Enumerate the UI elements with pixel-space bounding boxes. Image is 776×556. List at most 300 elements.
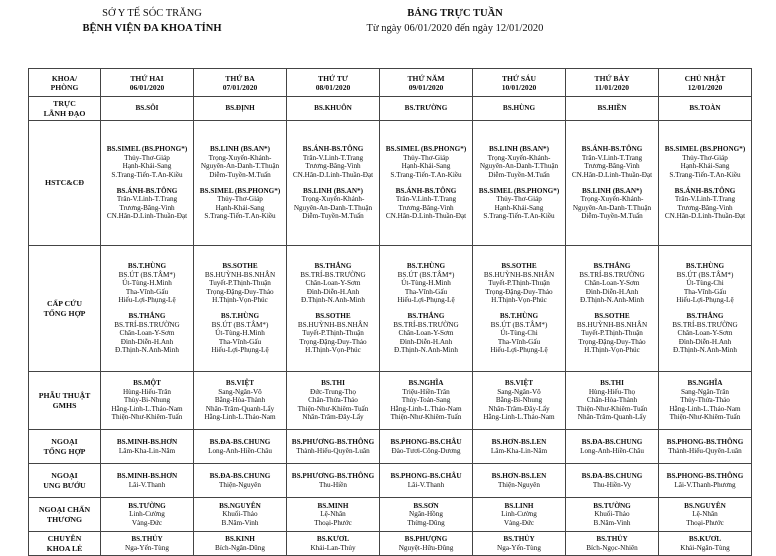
staff-names: Lệ-Nhân (320, 510, 346, 519)
lead-doctor: BS.TƯỜNG (593, 501, 631, 510)
staff-names: S.Trang-Tiến-T.An-Kiều (483, 212, 555, 221)
duty-team-block (101, 310, 193, 357)
duty-cell (380, 498, 473, 532)
duty-team-block (566, 260, 658, 307)
duty-team-block (194, 102, 286, 115)
staff-names: Đình-Diễn-H.Anh (306, 287, 360, 296)
table-row (29, 430, 752, 464)
staff-names: Nguyên-An-Danh-T.Thuận (572, 203, 652, 212)
duty-team-block (659, 260, 751, 307)
lead-doctor: BS.ĐA-BS.CHUNG (209, 437, 271, 446)
day-header-tue (194, 69, 287, 97)
lead-doctor: BS.NGUYÊN (684, 501, 726, 510)
staff-names: Trân-V.Linh-T.Trang (116, 195, 178, 204)
staff-names: Tha-Vĩnh-Gấu (125, 287, 169, 296)
staff-names: Hạnh-Khải-Sang (122, 162, 172, 171)
lead-doctor: BS.SIMEL (BS.PHONG*) (106, 145, 188, 154)
duty-team-block (287, 436, 379, 457)
department-label-line: UNG BƯỚU (43, 480, 86, 490)
duty-cell (659, 498, 752, 532)
day-header-sat (566, 69, 659, 97)
duty-team-block (287, 310, 379, 357)
corner-label-line: KHOA/ (51, 73, 78, 83)
lead-doctor: BS.T.HÙNG (685, 262, 725, 271)
duty-cell (101, 121, 194, 246)
staff-names: Hiếu-Lợi-Phụng-Lệ (118, 296, 176, 305)
staff-names: Hạnh-Khải-Sang (401, 162, 451, 171)
staff-names: Thiện-Nguyên (219, 480, 261, 489)
duty-cell (380, 121, 473, 246)
duty-team-block (473, 260, 565, 307)
staff-names: Tha-Vĩnh-Gấu (683, 287, 727, 296)
document-header-left (52, 6, 252, 36)
staff-names: Hạnh-Khải-Sang (215, 203, 265, 212)
staff-names: Út-Tùng-Chi (686, 279, 724, 288)
staff-names: Trương-Băng-Vinh (305, 162, 361, 171)
staff-names: Tuyết-P.Thịnh-Thuận (488, 279, 550, 288)
duty-team-block (380, 377, 472, 424)
department-cell (29, 246, 101, 372)
staff-names: Lãi-V.Thanh (407, 480, 445, 489)
duty-cell (659, 121, 752, 246)
department-label-line: CHUYÊN (47, 533, 82, 543)
duty-cell (287, 121, 380, 246)
staff-names: Triệu-Hiền-Trân (402, 387, 450, 396)
staff-names: Khải-Ngân-Tùng (680, 543, 730, 552)
staff-names: Trương-Băng-Vinh (398, 203, 454, 212)
duty-team-block (101, 143, 193, 181)
lead-doctor: BS.NGHĨA (687, 379, 723, 388)
staff-names: Trân-V.Linh-T.Trang (395, 195, 457, 204)
duty-cell (101, 246, 194, 372)
document-period: Từ ngày 06/01/2020 đến ngày 12/01/2020 (366, 23, 544, 34)
staff-names: Thủy-Thơ-Giáp (682, 153, 728, 162)
lead-doctor: BS.THỦY (596, 534, 628, 543)
staff-names: Đ.Thịnh-N.Anh-Minh (673, 346, 737, 355)
staff-names: Trọng-Xuyến-Khánh- (580, 195, 644, 204)
staff-names: Thiện-Như-Khiêm-Tuấn (390, 413, 462, 422)
duty-cell (101, 464, 194, 498)
staff-names: Đào-Tươi-Công-Dương (391, 446, 461, 455)
staff-names: H.Thịnh-Vọn-Phúc (584, 346, 640, 355)
lead-doctor: BS.HƠN-BS.LEN (491, 437, 547, 446)
staff-names: CN.Hân-D.Linh-Thuần-Đạt (106, 212, 188, 221)
duty-team-block (380, 470, 472, 491)
staff-names: CN.Hân-D.Linh-Thuần-Đạt (292, 170, 374, 179)
lead-doctor: BS.ÁNH-BS.TÔNG (581, 145, 643, 154)
staff-names: BS.TRÍ-BS.TRƯỜNG (114, 320, 180, 329)
day-date: 07/01/2020 (222, 82, 258, 92)
staff-names: Thùy-Bi-Nhung (123, 396, 171, 405)
staff-names: Hạnh-Khải-Sang (494, 203, 544, 212)
staff-names: Tuyết-P.Thịnh-Thuận (302, 329, 364, 338)
staff-names: Trân-V.Linh-T.Trang (674, 195, 736, 204)
staff-names: Thủy-Thơ-Giáp (217, 195, 263, 204)
duty-team-block (659, 377, 751, 424)
staff-names: BS.TRÍ-BS.TRƯỜNG (672, 320, 738, 329)
staff-names: Đình-Diễn-H.Anh (678, 337, 732, 346)
duty-team-block (287, 143, 379, 181)
staff-names: Tha-Vĩnh-Gấu (218, 337, 262, 346)
duty-team-block (380, 143, 472, 181)
staff-names: Thủy-Thơ-Giáp (496, 195, 542, 204)
department-cell (29, 430, 101, 464)
duty-cell (287, 498, 380, 532)
duty-team-block (287, 260, 379, 307)
department-label-line: LÃNH ĐẠO (43, 108, 86, 118)
staff-names: Diễm-Tuyền-M.Tuấn (488, 170, 550, 179)
lead-doctor: BS.SOTHE (594, 312, 630, 320)
staff-names: Út-Tùng-H.Minh (215, 329, 265, 338)
duty-cell (473, 121, 566, 246)
staff-names: Trọng-Đặng-Duy-Thảo (206, 287, 274, 296)
lead-doctor: BS.MINH (317, 501, 349, 510)
staff-names: BS.ÚT (BS.TÂM*) (211, 320, 269, 329)
staff-names: S.Trang-Tiến-T.An-Kiều (111, 170, 183, 179)
lead-doctor: BS.THẮNG (128, 312, 166, 320)
duty-team-block (194, 470, 286, 491)
staff-names: Thu-Hiền (319, 480, 347, 489)
day-header-thu (380, 69, 473, 97)
lead-doctor: BS.LINH (BS.AN*) (302, 186, 364, 195)
staff-names: Lãi-V.Thanh-Phương (674, 480, 736, 489)
department-cell (29, 121, 101, 246)
lead-doctor: BS.SIMEL (BS.PHONG*) (385, 145, 467, 154)
staff-names: S.Trang-Tiến-T.An-Kiều (669, 170, 741, 179)
lead-doctor: BS.T.HÙNG (220, 312, 260, 320)
lead-doctor: BS.ÁNH-BS.TÔNG (674, 186, 736, 195)
staff-names: Nguyệt-Hữu-Đũng (398, 543, 454, 552)
duty-team-block (380, 260, 472, 307)
staff-names: Hiếu-Lợi-Phụng-Lệ (397, 296, 455, 305)
staff-names: Thiện-Như-Khiêm-Tuấn (111, 413, 183, 422)
department-label-line: NGOẠI (51, 436, 78, 446)
duty-team-block (659, 310, 751, 357)
duty-team-block (101, 470, 193, 491)
staff-names: Diễm-Tuyền-M.Tuấn (209, 170, 271, 179)
duty-team-block (566, 102, 658, 115)
staff-names: Ngân-Hồng (409, 510, 443, 519)
lead-doctor: BS.LINH (BS.AN*) (209, 145, 271, 154)
duty-team-block (287, 185, 379, 223)
duty-cell (101, 97, 194, 121)
lead-doctor: BS.LINH (BS.AN*) (581, 186, 643, 195)
table-row (29, 97, 752, 121)
staff-names: Thủy-Thơ-Giáp (124, 153, 170, 162)
staff-names: Khuối-Thảo (222, 510, 258, 519)
duty-team-block (473, 102, 565, 115)
duty-team-block (566, 185, 658, 223)
lead-doctor: BS.MỘT (133, 379, 161, 388)
staff-names: Chân-Loan-Y-Sơm (398, 329, 454, 338)
lead-doctor: BS.TƯỜNG (128, 501, 166, 510)
staff-names: Chân-Loan-Y-Sơm (305, 279, 361, 288)
staff-names: Trân-V.Linh-T.Trang (302, 153, 364, 162)
duty-cell (566, 97, 659, 121)
staff-names: Hạnh-Khải-Sang (680, 162, 730, 171)
staff-names: Nguyên-An-Danh-T.Thuận (200, 162, 280, 171)
lead-doctor: BS.VIỆT (504, 379, 534, 388)
duty-team-block (287, 500, 379, 530)
lead-doctor: BS.TRƯỜNG (404, 104, 448, 113)
duty-cell (101, 498, 194, 532)
staff-names: Linh-Cường (129, 510, 165, 519)
staff-names: BS.ÚT (BS.TÂM*) (397, 270, 455, 279)
duty-team-block (566, 377, 658, 424)
duty-cell (287, 97, 380, 121)
department-label-line: KHOA LẺ (46, 543, 83, 553)
staff-names: H.Thịnh-Vọn-Phúc (305, 346, 361, 355)
department-label-line: NGOẠI CHẤN (38, 504, 91, 514)
lead-doctor: BS.LINH (504, 501, 534, 510)
day-header-wed (287, 69, 380, 97)
lead-doctor: BS.SOTHE (501, 262, 537, 271)
duty-team-block (659, 500, 751, 530)
lead-doctor: BS.PHONG-BS.CHÂU (390, 471, 462, 480)
day-date: 08/01/2020 (315, 82, 351, 92)
staff-names: BS.ÚT (BS.TÂM*) (490, 320, 548, 329)
staff-names: Hùng-Hiếu-Thọ (588, 387, 636, 396)
staff-names: Thủy-Thơ-Giáp (403, 153, 449, 162)
lead-doctor: BS.THẮNG (686, 312, 724, 320)
staff-names: Trọng-Đặng-Duy-Thảo (299, 337, 367, 346)
lead-doctor: BS.LINH (BS.AN*) (488, 145, 550, 154)
lead-doctor: BS.HÙNG (502, 104, 536, 113)
staff-names: Lãi-V.Thanh (128, 480, 166, 489)
lead-doctor: BS.SOTHE (222, 262, 258, 271)
staff-names: Bằng-Bi-Nhung (495, 396, 543, 405)
duty-team-block (566, 470, 658, 491)
day-header-mon (101, 69, 194, 97)
lead-doctor: BS.THI (321, 379, 345, 388)
duty-cell (473, 97, 566, 121)
staff-names: Long-Anh-Hiền-Châu (580, 446, 644, 455)
lead-doctor: BS.PHONG-BS.THÔNG (666, 471, 744, 480)
duty-team-block (566, 500, 658, 530)
day-date: 06/01/2020 (129, 82, 165, 92)
document-title: BẢNG TRỰC TUẦN (407, 8, 503, 19)
lead-doctor: BS.KHUÔN (314, 104, 352, 113)
duty-team-block (659, 436, 751, 457)
lead-doctor: BS.T.HÙNG (499, 312, 539, 320)
staff-names: Nhân-Trâm-Đây-Lẩy (302, 413, 364, 422)
department-label-line: TRỰC (53, 98, 76, 108)
duty-team-block (566, 310, 658, 357)
department-label-line: TỔNG HỢP (43, 446, 86, 456)
staff-names: Đình-Diễn-H.Anh (399, 337, 453, 346)
staff-names: Chân-Thửa-Thảo (308, 396, 358, 405)
duty-cell (287, 430, 380, 464)
duty-cell (566, 121, 659, 246)
duty-team-block (194, 260, 286, 307)
day-date: 10/01/2020 (501, 82, 537, 92)
table-row (29, 372, 752, 430)
staff-names: Nguyên-An-Danh-T.Thuận (479, 162, 559, 171)
staff-names: H.Thịnh-Vọn-Phúc (491, 296, 547, 305)
staff-names: Trọng-Xuyến-Khánh- (487, 153, 551, 162)
day-name: THỨ BẢY (594, 73, 630, 83)
duty-cell (194, 246, 287, 372)
duty-cell (473, 430, 566, 464)
duty-cell (194, 97, 287, 121)
duty-cell (287, 464, 380, 498)
duty-cell (194, 121, 287, 246)
staff-names: Hùng-Hiếu-Trân (122, 387, 172, 396)
duty-cell (659, 97, 752, 121)
duty-cell (473, 464, 566, 498)
staff-names: Trọng-Xuyến-Khánh- (301, 195, 365, 204)
staff-names: BS.HUỲNH-BS.NHÂN (483, 270, 555, 279)
table-header-row (29, 69, 752, 97)
duty-cell (659, 246, 752, 372)
lead-doctor: BS.THẮNG (593, 262, 631, 271)
duty-team-block (380, 436, 472, 457)
duty-team-block (101, 500, 193, 530)
staff-names: Hiếu-Lợi-Phụng-Lệ (676, 296, 734, 305)
staff-names: Thiện-Nguyên (498, 480, 540, 489)
staff-names: BS.TRÍ-BS.TRƯỜNG (300, 270, 366, 279)
staff-names: B.Năm-Vinh (593, 518, 631, 527)
duty-cell (194, 498, 287, 532)
duty-cell (473, 498, 566, 532)
staff-names: Diễm-Tuyền-M.Tuấn (581, 212, 643, 221)
duty-cell (380, 372, 473, 430)
staff-names: Trọng-Xuyến-Khánh- (208, 153, 272, 162)
lead-doctor: BS.ÁNH-BS.TÔNG (395, 186, 457, 195)
staff-names: S.Trang-Tiến-T.An-Kiều (204, 212, 276, 221)
staff-names: Đ.Thịnh-N.Anh-Minh (115, 346, 179, 355)
day-date: 12/01/2020 (687, 82, 723, 92)
duty-team-block (380, 310, 472, 357)
duty-cell (566, 464, 659, 498)
duty-cell (101, 430, 194, 464)
day-header-fri (473, 69, 566, 97)
staff-names: Trọng-Đặng-Duy-Thảo (578, 337, 646, 346)
lead-doctor: BS.SÔI (135, 104, 159, 113)
staff-names: Thiện-Như-Khiêm-Tuấn (297, 404, 369, 413)
staff-names: Thoại-Phước (686, 518, 724, 527)
staff-names: Nga-Yến-Tùng (497, 543, 541, 552)
lead-doctor: BS.NGUYÊN (219, 501, 261, 510)
lead-doctor: BS.NGHĨA (408, 379, 444, 388)
staff-names: Nga-Yến-Tùng (125, 543, 169, 552)
table-row (29, 246, 752, 372)
staff-names: Nguyên-An-Danh-T.Thuận (293, 203, 373, 212)
lead-doctor: BS.TOÀN (689, 104, 721, 113)
lead-doctor: BS.KƯƠL (316, 534, 350, 543)
duty-cell (287, 372, 380, 430)
duty-team-block (287, 470, 379, 491)
duty-team-block (659, 102, 751, 115)
duty-team-block (194, 185, 286, 223)
department-label-line: TỔNG HỢP (43, 308, 86, 318)
duty-team-block (473, 470, 565, 491)
staff-names: Lâm-Kha-Lin-Năm (118, 446, 176, 455)
day-date: 09/01/2020 (408, 82, 444, 92)
lead-doctor: BS.MINH-BS.HƠN (116, 471, 178, 480)
lead-doctor: BS.ĐA-BS.CHUNG (581, 471, 643, 480)
lead-doctor: BS.THỦY (503, 534, 535, 543)
staff-names: Thoại-Phước (314, 518, 352, 527)
staff-names: Bích-Ngọc-Nhiên (586, 543, 638, 552)
duty-team-block (287, 102, 379, 115)
staff-names: Thu-Hiền-Vy (592, 480, 632, 489)
lead-doctor: BS.T.HÙNG (406, 262, 446, 271)
day-name: THỨ SÁU (501, 73, 537, 83)
lead-doctor: BS.PHƯƠNG-BS.THÔNG (291, 471, 375, 480)
day-date: 11/01/2020 (594, 82, 630, 92)
staff-names: Chân-Hòa-Thành (586, 396, 638, 405)
staff-names: Chân-Loan-Y-Sơm (584, 279, 640, 288)
staff-names: Trân-V.Linh-T.Trang (581, 153, 643, 162)
lead-doctor: BS.PHONG-BS.CHÂU (390, 437, 462, 446)
day-name: THỨ TƯ (318, 73, 348, 83)
staff-names: Tha-Vĩnh-Gấu (497, 337, 541, 346)
duty-cell (380, 464, 473, 498)
day-header-sun (659, 69, 752, 97)
duty-team-block (101, 377, 193, 424)
duty-cell (194, 430, 287, 464)
duty-team-block (473, 436, 565, 457)
staff-names: Út-Tùng-H.Minh (401, 279, 451, 288)
lead-doctor: BS.MINH-BS.HƠN (116, 437, 178, 446)
staff-names: Đức-Trung-Thọ (310, 387, 356, 396)
staff-names: Hằng-Linh-L.Thảo-Nam (204, 413, 276, 422)
staff-names: Trọng-Đặng-Duy-Thảo (485, 287, 553, 296)
staff-names: Bích-Ngân-Dũng (215, 543, 265, 552)
duty-team-block (101, 260, 193, 307)
corner-header (29, 69, 101, 97)
duty-team-block (473, 143, 565, 181)
staff-names: Tha-Vĩnh-Gấu (404, 287, 448, 296)
department-cell (29, 498, 101, 532)
duty-cell (659, 430, 752, 464)
staff-names: Sang-Ngân-Võ (218, 387, 262, 396)
duty-team-block (566, 143, 658, 181)
day-name: THỨ NĂM (407, 73, 445, 83)
lead-doctor: BS.SIMEL (BS.PHONG*) (478, 186, 560, 195)
staff-names: Trương-Băng-Vinh (677, 203, 733, 212)
duty-team-block (101, 436, 193, 457)
staff-names: S.Trang-Tiến-T.An-Kiều (390, 170, 462, 179)
staff-names: Hằng-Linh-L.Thảo-Nam (111, 404, 183, 413)
duty-team-block (566, 436, 658, 457)
staff-names: Thành-Hiếu-Quyên-Luân (296, 446, 370, 455)
department-label-line: HSTC&CĐ (45, 178, 84, 187)
staff-names: BS.ÚT (BS.TÂM*) (676, 270, 734, 279)
staff-names: Thiện-Như-Khiêm-Tuấn (669, 413, 741, 422)
duty-cell (194, 464, 287, 498)
duty-team-block (659, 143, 751, 181)
staff-names: Lâm-Kha-Lin-Năm (490, 446, 548, 455)
staff-names: Vàng-Đức (131, 518, 163, 527)
staff-names: Tuyết-P.Thịnh-Thuận (581, 329, 643, 338)
lead-doctor: BS.HIỀN (597, 104, 627, 113)
duty-team-block (287, 377, 379, 424)
staff-names: Thiện-Như-Khiêm-Tuấn (576, 404, 648, 413)
lead-doctor: BS.SIMEL (BS.PHONG*) (664, 145, 746, 154)
department-label-line: THƯƠNG (46, 514, 83, 524)
staff-names: B.Năm-Vinh (221, 518, 259, 527)
duty-cell (101, 372, 194, 430)
lead-doctor: BS.ĐỊNH (225, 104, 255, 113)
lead-doctor: BS.SƠN (413, 501, 439, 510)
department-cell (29, 372, 101, 430)
duty-team-block (194, 310, 286, 357)
staff-names: Hằng-Linh-L.Thảo-Nam (669, 404, 741, 413)
duty-cell (380, 430, 473, 464)
staff-names: Hiếu-Lợi-Phụng-Lệ (211, 346, 269, 355)
